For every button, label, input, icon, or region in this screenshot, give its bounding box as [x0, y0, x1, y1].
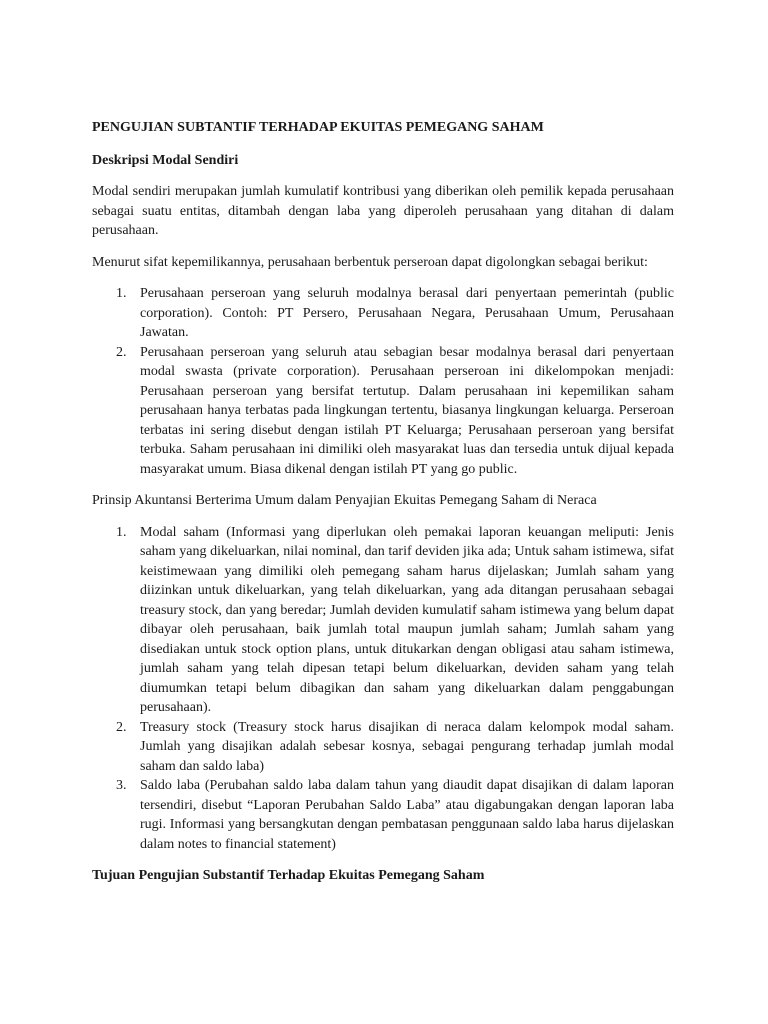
list-item-text: Perusahaan perseroan yang seluruh modalnya berasal dari penyertaan pemerintah (public corporation). Contoh: PT Persero, Perusahaan Negara, Perusahaan Umum, Perusahaan Jawatan. — [140, 286, 674, 340]
list-item-number: 1. — [116, 286, 127, 301]
list-item-number: 3. — [116, 778, 127, 793]
document-page — [92, 118, 674, 886]
paragraph-modal-sendiri: Modal sendiri merupakan jumlah kumulatif kontribusi yang diberikan oleh pemilik kepada perusahaan sebagai suatu entitas, ditambah dengan laba yang diperoleh perusahaan yang ditahan di dalam perusahaan. — [92, 184, 674, 238]
list-item-number: 1. — [116, 524, 127, 540]
list-prinsip-akuntansi — [92, 523, 674, 855]
section-heading-deskripsi: Deskripsi Modal Sendiri — [92, 152, 239, 168]
list-item — [92, 718, 674, 777]
list-item — [92, 343, 674, 480]
list-item-number: 2. — [116, 719, 127, 735]
paragraph-sifat-kepemilikan: Menurut sifat kepemilikannya, perusahaan berbentuk perseroan dapat digolongkan sebagai berikut: — [92, 254, 648, 270]
list-item-text: Modal saham (Informasi yang diperlukan oleh pemakai laporan keuangan meliputi: Jenis saham yang dikeluarkan, nilai nominal, dan tarif deviden jika ada; Untuk saham istimewa, sifat keistimewaan yang dimiliki oleh pemegang saham harus dijelaskan; Jumlah saham yang diizinkan untuk dikeluarkan, yang telah dikeluarkan, yang ada ditangan perusahaan sebagai treasury stock, dan yang beredar; Jumlah deviden kumulatif saham istimewa yang belum dapat dibayar oleh perusahaan, baik jumlah total maupun jumlah saham; Jumlah saham yang disediakan untuk stock option plans, untuk ditukarkan dengan obligasi atau saham istimewa, jumlah saham yang telah dipesan tetapi belum dikeluarkan, deviden saham yang telah diumumkan tetapi belum dibagikan dan saham yang dikeluarkan dalam penggabungan perusahaan). — [140, 524, 674, 715]
section-heading-prinsip: Prinsip Akuntansi Berterima Umum dalam Penyajian Ekuitas Pemegang Saham di Neraca — [92, 493, 597, 508]
list-item-text: Treasury stock (Treasury stock harus disajikan di neraca dalam kelompok modal saham. Jumlah yang disajikan adalah sebesar kosnya, sebagai pengurang terhadap jumlah modal saham dan saldo laba) — [140, 719, 674, 774]
section-heading-tujuan: Tujuan Pengujian Substantif Terhadap Ekuitas Pemegang Saham — [92, 868, 485, 883]
list-item — [92, 284, 674, 343]
list-item — [92, 523, 674, 718]
list-item — [92, 776, 674, 854]
list-item-text: Saldo laba (Perubahan saldo laba dalam tahun yang diaudit dapat disajikan di dalam laporan tersendiri, disebut “Laporan Perubahan Saldo Laba” atau digabungakan dengan laporan laba rugi. Informasi yang bersangkutan dengan pembatasan penggunaan saldo laba harus dijelaskan dalam notes to financial statement) — [140, 778, 674, 852]
document-title: PENGUJIAN SUBTANTIF TERHADAP EKUITAS PEMEGANG SAHAM — [92, 120, 544, 135]
list-item-text: Perusahaan perseroan yang seluruh atau sebagian besar modalnya berasal dari penyertaan modal swasta (private corporation). Perusahaan perseroan ini dikelompokan menjadi: Perusahaan perseroan yang bersifat tertutup. Dalam perusahaan ini kepemilikan saham perusahaan hanya terbatas pada lingkungan tertentu, biasanya lingkungan keluarga. Perseroan terbatas ini sering disebut dengan istilah PT Keluarga; Perusahaan perseroan yang bersifat terbuka. Saham perusahaan ini dimiliki oleh masyarakat luas dan tersedia untuk dijual kepada masyarakat umum. Biasa dikenal dengan istilah PT yang go public. — [140, 344, 674, 477]
list-golongan-perseroan — [92, 284, 674, 479]
list-item-number: 2. — [116, 344, 127, 360]
